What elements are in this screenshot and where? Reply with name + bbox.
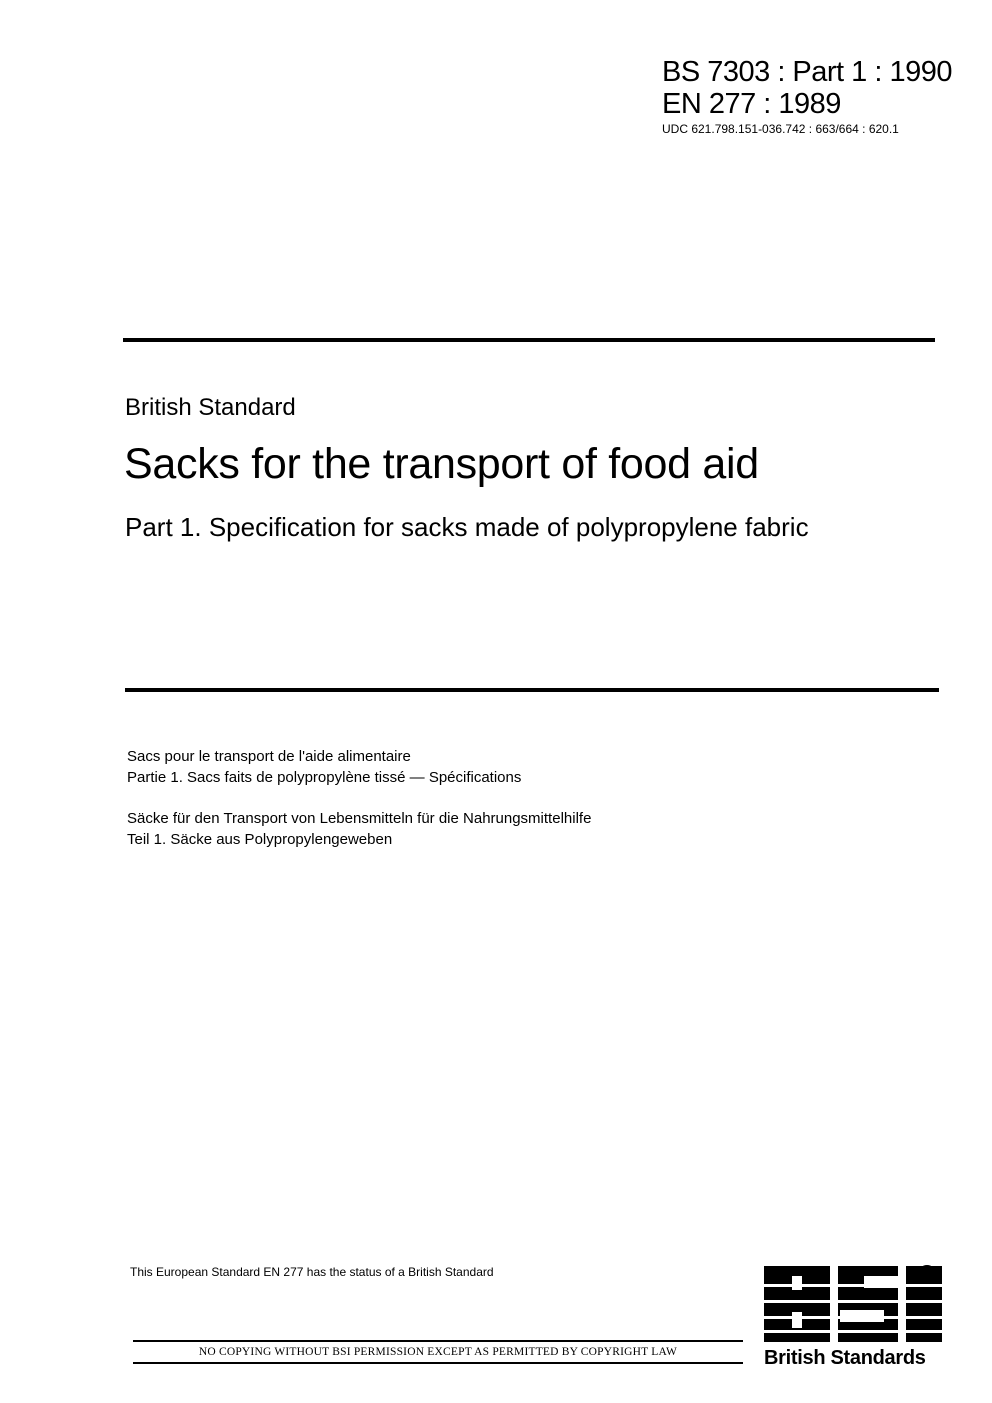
copyright-notice <box>133 1340 743 1364</box>
german-title-block <box>127 808 591 850</box>
document-subtitle: Part 1. Specification for sacks made of polypropylene fabric <box>125 512 809 542</box>
udc-classification: UDC 621.798.151-036.742 : 663/664 : 620.1 <box>662 122 899 136</box>
french-title-block <box>127 746 521 788</box>
status-note: This European Standard EN 277 has the status of a British Standard <box>130 1265 494 1279</box>
en-number: EN 277 : 1989 <box>662 88 841 120</box>
standard-numbers <box>662 56 952 137</box>
bsi-logo-mark <box>764 1262 944 1344</box>
german-title: Säcke für den Transport von Lebensmitteln für die Nahrungsmittelhilfe <box>127 810 592 827</box>
german-subtitle: Teil 1. Säcke aus Polypropylengeweben <box>127 831 393 848</box>
document-title: Sacks for the transport of food aid <box>124 440 759 488</box>
french-subtitle: Partie 1. Sacs faits de polypropylène tissé — Spécifications <box>127 769 522 786</box>
top-divider <box>123 338 935 342</box>
french-title: Sacs pour le transport de l'aide alimentaire <box>127 748 411 765</box>
bsi-caption: British Standards <box>764 1347 926 1369</box>
copyright-text: NO COPYING WITHOUT BSI PERMISSION EXCEPT AS PERMITTED BY COPYRIGHT LAW <box>198 1346 678 1358</box>
bottom-divider <box>125 688 939 692</box>
document-type-label: British Standard <box>125 394 296 421</box>
bs-number: BS 7303 : Part 1 : 1990 <box>662 56 952 88</box>
bsi-logo <box>764 1262 944 1369</box>
